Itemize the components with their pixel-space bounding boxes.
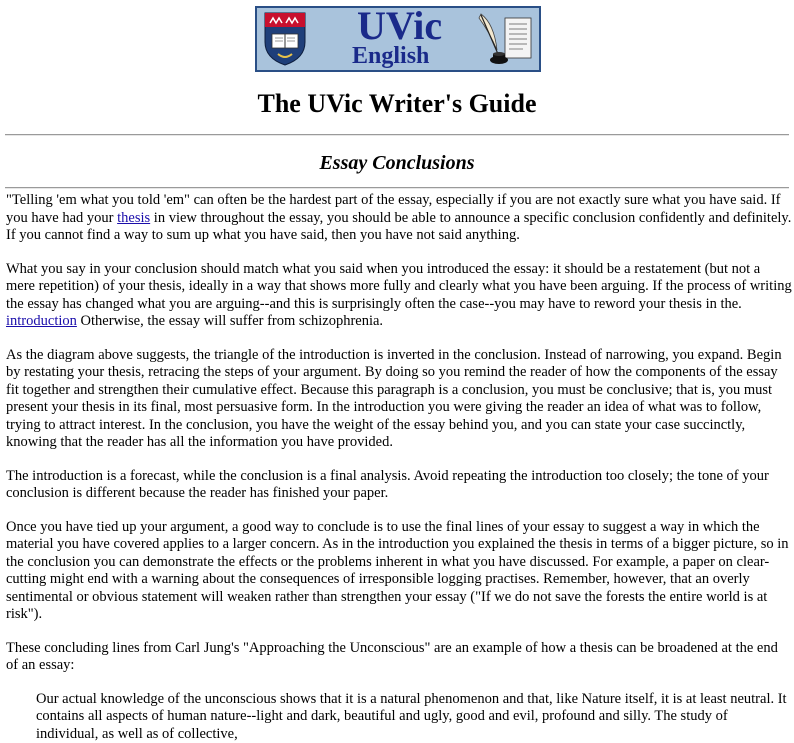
paragraph-5: Once you have tied up your argument, a good way to conclude is to use the final lines of your essay to suggest a way in which the material you have covered applies to a larger concern. As in the introduction you explained the thesis in terms of a bigger picture, so in the conclusion you can demonstrate the effects or the problems inherent in what you have discussed. For example, a paper on clear-cutting might end with a warning about the consequences of irresponsible logging practises. Remember, however, that an overly sentimental or obvious statement will weaken rather than strengthen your essay ("If we do not save the forests the entire world is at risk").: [6, 519, 792, 624]
introduction-link[interactable]: introduction: [6, 313, 77, 329]
page-title: The UVic Writer's Guide: [0, 88, 794, 120]
paragraph-1-text-after: in view throughout the essay, you should be able to announce a specific conclusion confidently and definitely. If you cannot find a way to sum up what you have said, then you have not said anything.: [6, 210, 791, 244]
paragraph-1: [6, 192, 792, 245]
section-divider: [5, 187, 789, 189]
jung-quote: Our actual knowledge of the unconscious shows that it is a natural phenomenon and that, like Nature itself, it is at least neutral. It contains all aspects of human nature--light and dark, beautiful and ugly, good and evil, profound and silly. The study of individual, as well as of collective,: [36, 691, 792, 743]
quill-inkwell-icon: [475, 10, 539, 70]
paragraph-2-text-after: Otherwise, the essay will suffer from schizophrenia.: [77, 313, 383, 329]
header-banner-area: [0, 0, 794, 76]
paragraph-1-text-before: "Telling 'em what you told 'em" can often be the hardest part of the essay, especially if you are not exactly sure what you have said. If you have had your: [6, 192, 781, 226]
banner-title-english: English: [352, 43, 429, 69]
title-divider: [5, 134, 789, 136]
thesis-link[interactable]: thesis: [117, 210, 150, 226]
paragraph-6: These concluding lines from Carl Jung's "Approaching the Unconscious" are an example of how a thesis can be broadened at the end of an essay:: [6, 640, 792, 675]
banner-title-uvic: UVic: [357, 6, 442, 46]
paragraph-3: As the diagram above suggests, the triangle of the introduction is inverted in the conclusion. Instead of narrowing, you expand. Begin by restating your thesis, retracing the steps of your argument. By doing so you remind the reader of how the components of the essay fit together and strengthen their cumulative effect. Because this paragraph is a conclusion, you must be conclusive; that is, you must present your thesis in its final, most persuasive form. In the introduction you were giving the reader an idea of what was to follow, trying to attract interest. In the conclusion, you have the weight of the essay behind you, and you can state your case succinctly, knowing that the reader has all the information you have provided.: [6, 347, 792, 452]
article-content: [6, 192, 792, 743]
section-title: Essay Conclusions: [0, 150, 794, 176]
uvic-english-banner[interactable]: [255, 6, 541, 72]
paragraph-2: [6, 261, 792, 331]
uvic-crest-icon: [264, 12, 306, 66]
paragraph-2-text-before: What you say in your conclusion should match what you said when you introduced the essay: it should be a restatement (but not a mere repetition) of your thesis, ideally in a way that shows more fully and clearly what you have been arguing. If the process of writing the essay has changed what you are arguing--and this is surprisingly often the case--you may have to reword your thesis in the.: [6, 261, 792, 312]
paragraph-4: The introduction is a forecast, while the conclusion is a final analysis. Avoid repeating the introduction too closely; the tone of your conclusion is different because the reader has finished your paper.: [6, 468, 792, 503]
